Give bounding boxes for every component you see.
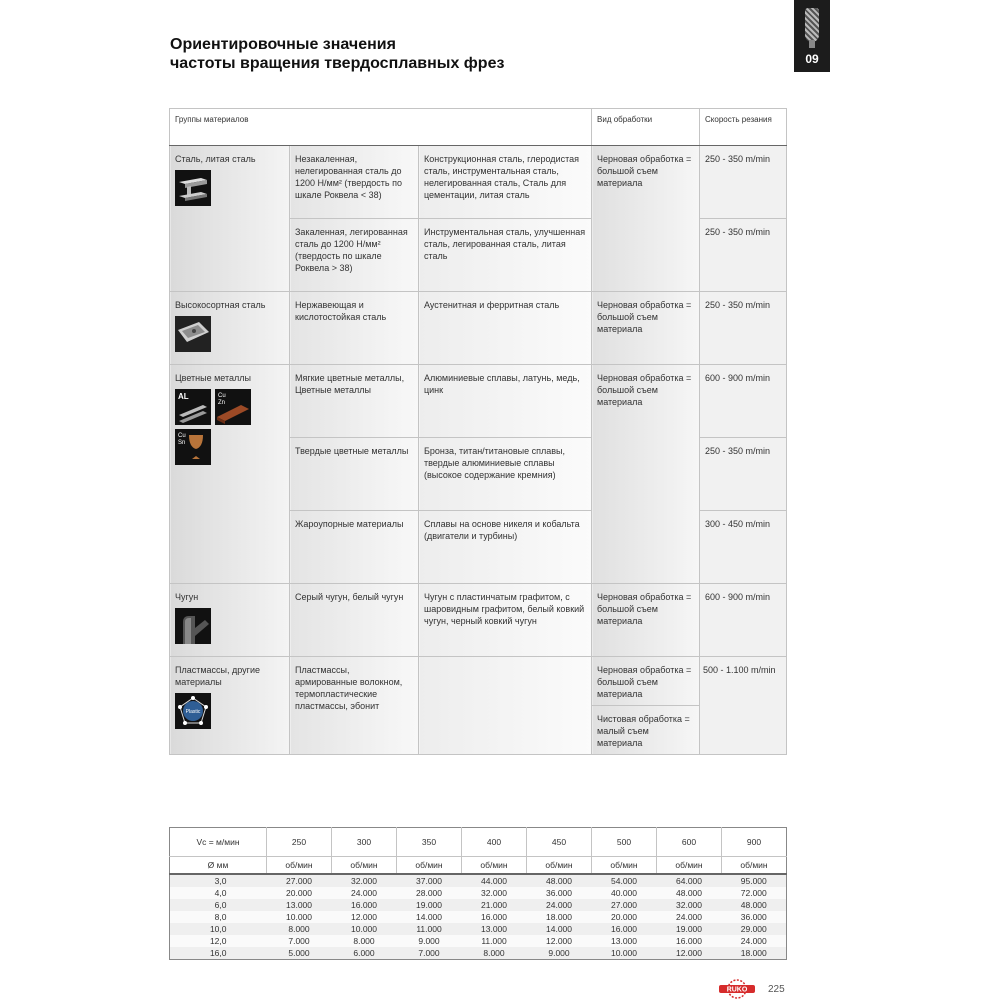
table-row: Высокосортная сталь Нержавеющая и кислотостойкая сталь Аустенитная и ферритная сталь Черновая обработка = большой съем материала 250 - 350 m/min — [170, 292, 787, 365]
rpm-cell: 64.000 — [657, 874, 722, 887]
svg-text:Zn: Zn — [218, 400, 226, 406]
svg-text:AL: AL — [178, 392, 189, 401]
rpm-cell: 18.000 — [722, 947, 787, 960]
rpm-cell: 40.000 — [592, 887, 657, 899]
table-row: Закаленная, легированная сталь до 1200 Н/мм² (твердость по шкале Роквела > 38) Инструментальная сталь, улучшенная сталь, легированная сталь, литая сталь 250 - 350 m/min — [170, 219, 787, 292]
rpm-cell: 18.000 — [527, 911, 592, 923]
header-speed: Скорость резания — [700, 109, 787, 146]
rpm-row — [170, 899, 787, 911]
rpm-cell: 11.000 — [462, 935, 527, 947]
speed-400: 400 — [462, 828, 527, 857]
chapter-tab — [794, 0, 830, 72]
page-title: Ориентировочные значения частоты вращения твердосплавных фрез — [170, 36, 505, 72]
rpm-cell: 36.000 — [722, 911, 787, 923]
group-steel: Сталь, литая сталь — [170, 146, 290, 292]
rpm-cell: 16.000 — [462, 911, 527, 923]
unit-label: об/мин — [527, 857, 592, 875]
header-groups: Группы материалов — [170, 109, 592, 146]
rpm-cell: 27.000 — [267, 874, 332, 887]
rpm-cell: 36.000 — [527, 887, 592, 899]
rpm-cell: 32.000 — [332, 874, 397, 887]
svg-text:Cu: Cu — [178, 433, 186, 439]
rpm-cell: 5.000 — [267, 947, 332, 960]
diameter-cell: 12,0 — [170, 935, 267, 947]
rpm-cell: 9.000 — [397, 935, 462, 947]
rpm-cell: 27.000 — [592, 899, 657, 911]
copper-profile-icon — [215, 389, 251, 425]
chapter-number: 09 — [805, 52, 819, 66]
rpm-cell: 8.000 — [267, 923, 332, 935]
unit-label: об/мин — [657, 857, 722, 875]
rpm-cell: 16.000 — [657, 935, 722, 947]
rpm-cell: 48.000 — [722, 899, 787, 911]
rpm-row — [170, 911, 787, 923]
group-stainless: Высокосортная сталь — [170, 292, 290, 365]
burr-tool-icon — [805, 8, 819, 42]
rpm-table — [169, 827, 787, 960]
rpm-cell: 20.000 — [592, 911, 657, 923]
rpm-cell: 10.000 — [332, 923, 397, 935]
speed-900: 900 — [722, 828, 787, 857]
diameter-cell: 10,0 — [170, 923, 267, 935]
rpm-cell: 24.000 — [657, 911, 722, 923]
diameter-cell: 16,0 — [170, 947, 267, 960]
page-number: 225 — [768, 984, 785, 995]
rpm-cell: 8.000 — [332, 935, 397, 947]
speed-600: 600 — [657, 828, 722, 857]
speed-500: 500 — [592, 828, 657, 857]
rpm-cell: 29.000 — [722, 923, 787, 935]
steel-beam-icon — [175, 170, 211, 206]
unit-label: об/мин — [722, 857, 787, 875]
rpm-row — [170, 923, 787, 935]
rpm-cell: 11.000 — [397, 923, 462, 935]
speed-250: 250 — [267, 828, 332, 857]
rpm-cell: 37.000 — [397, 874, 462, 887]
rpm-cell: 20.000 — [267, 887, 332, 899]
materials-table — [169, 108, 787, 755]
sink-icon — [175, 316, 211, 352]
table-row: Жароупорные материалы Сплавы на основе никеля и кобальта (двигатели и турбины) 300 - 450 m/min — [170, 511, 787, 584]
cast-iron-pipe-icon — [175, 608, 211, 644]
diameter-cell: 4,0 — [170, 887, 267, 899]
rpm-cell: 32.000 — [462, 887, 527, 899]
svg-text:Sn: Sn — [178, 440, 186, 446]
table-row: Чугун Серый чугун, белый чугун Чугун с пластинчатым графитом, с шаровидным графитом, белый ковкий чугун, черный ковкий чугун Черновая обработка = большой съем материала 600 - 900 m/min — [170, 584, 787, 657]
diameter-cell: 8,0 — [170, 911, 267, 923]
rpm-cell: 28.000 — [397, 887, 462, 899]
rpm-cell: 24.000 — [722, 935, 787, 947]
rpm-row — [170, 887, 787, 899]
rpm-cell: 12.000 — [527, 935, 592, 947]
unit-label: об/мин — [267, 857, 332, 875]
header-processing: Вид обработки — [592, 109, 700, 146]
rpm-cell: 7.000 — [267, 935, 332, 947]
rpm-row — [170, 874, 787, 887]
rpm-cell: 72.000 — [722, 887, 787, 899]
group-nonferrous: Цветные металлы AL Cu Zn Cu Sn — [170, 365, 290, 584]
table-row: Твердые цветные металлы Бронза, титан/титановые сплавы, твердые алюминиевые сплавы (высокое содержание кремния) 250 - 350 m/min — [170, 438, 787, 511]
table-row: Сталь, литая сталь Незакаленная, нелегированная сталь до 1200 Н/мм² (твердость по шкале Роквела < 38) Конструкционная сталь, глеродистая сталь, инструментальная сталь, нелегированная сталь, Сталь для цементации, литая сталь Черновая обработка = большой съем материала 250 - 350 m/min — [170, 146, 787, 219]
svg-text:Plastic: Plastic — [185, 709, 201, 715]
rpm-row — [170, 947, 787, 960]
aluminium-profile-icon — [175, 389, 211, 425]
svg-text:RUKO: RUKO — [726, 986, 748, 994]
rpm-cell: 13.000 — [462, 923, 527, 935]
rpm-cell: 12.000 — [332, 911, 397, 923]
unit-label: об/мин — [592, 857, 657, 875]
diameter-cell: 6,0 — [170, 899, 267, 911]
rpm-cell: 48.000 — [657, 887, 722, 899]
rpm-cell: 19.000 — [657, 923, 722, 935]
rpm-cell: 24.000 — [527, 899, 592, 911]
rpm-cell: 7.000 — [397, 947, 462, 960]
rpm-cell: 32.000 — [657, 899, 722, 911]
rpm-cell: 14.000 — [527, 923, 592, 935]
diameter-cell: 3,0 — [170, 874, 267, 887]
group-plastics: Пластмассы, другие материалы Plastic — [170, 657, 290, 755]
rpm-row — [170, 935, 787, 947]
rpm-cell: 21.000 — [462, 899, 527, 911]
rpm-unit-header: Ø мм об/мин об/мин об/мин об/мин об/мин об/мин об/мин об/мин — [170, 857, 787, 875]
rpm-cell: 16.000 — [332, 899, 397, 911]
rpm-cell: 13.000 — [267, 899, 332, 911]
rpm-cell: 10.000 — [267, 911, 332, 923]
group-castiron: Чугун — [170, 584, 290, 657]
speed-350: 350 — [397, 828, 462, 857]
svg-text:Cu: Cu — [218, 393, 226, 399]
rpm-cell: 10.000 — [592, 947, 657, 960]
table-row: Пластмассы, другие материалы Plastic Пластмассы, армированные волокном, термопластические пластмассы, эбонит Черновая обработка = большой съем материала 500 - 1.100 m/min — [170, 657, 787, 706]
rpm-cell: 19.000 — [397, 899, 462, 911]
speed-300: 300 — [332, 828, 397, 857]
rpm-cell: 12.000 — [657, 947, 722, 960]
rpm-cell: 6.000 — [332, 947, 397, 960]
rpm-cell: 48.000 — [527, 874, 592, 887]
speed-450: 450 — [527, 828, 592, 857]
rpm-cell: 16.000 — [592, 923, 657, 935]
rpm-cell: 95.000 — [722, 874, 787, 887]
table-header — [170, 109, 787, 146]
rpm-cell: 44.000 — [462, 874, 527, 887]
unit-label: об/мин — [397, 857, 462, 875]
unit-label: об/мин — [462, 857, 527, 875]
unit-label: об/мин — [332, 857, 397, 875]
table-row: Чистовая обработка = малый съем материала — [170, 706, 787, 755]
ruko-logo — [716, 979, 758, 999]
bronze-trophy-icon — [175, 429, 211, 465]
rpm-cell: 54.000 — [592, 874, 657, 887]
table-row: Цветные металлы AL Cu Zn Cu Sn Мягкие цветные металлы, Цветные металлы Алюминиевые сплавы, латунь, медь, цинк Черновая обработка = большой съем материала 600 - 900 m/min — [170, 365, 787, 438]
plastic-molecule-icon — [175, 693, 211, 729]
rpm-cell: 8.000 — [462, 947, 527, 960]
rpm-speed-header: Vc = м/мин 250 300 350 400 450 500 600 900 — [170, 828, 787, 857]
rpm-cell: 9.000 — [527, 947, 592, 960]
rpm-cell: 14.000 — [397, 911, 462, 923]
rpm-cell: 13.000 — [592, 935, 657, 947]
rpm-cell: 24.000 — [332, 887, 397, 899]
